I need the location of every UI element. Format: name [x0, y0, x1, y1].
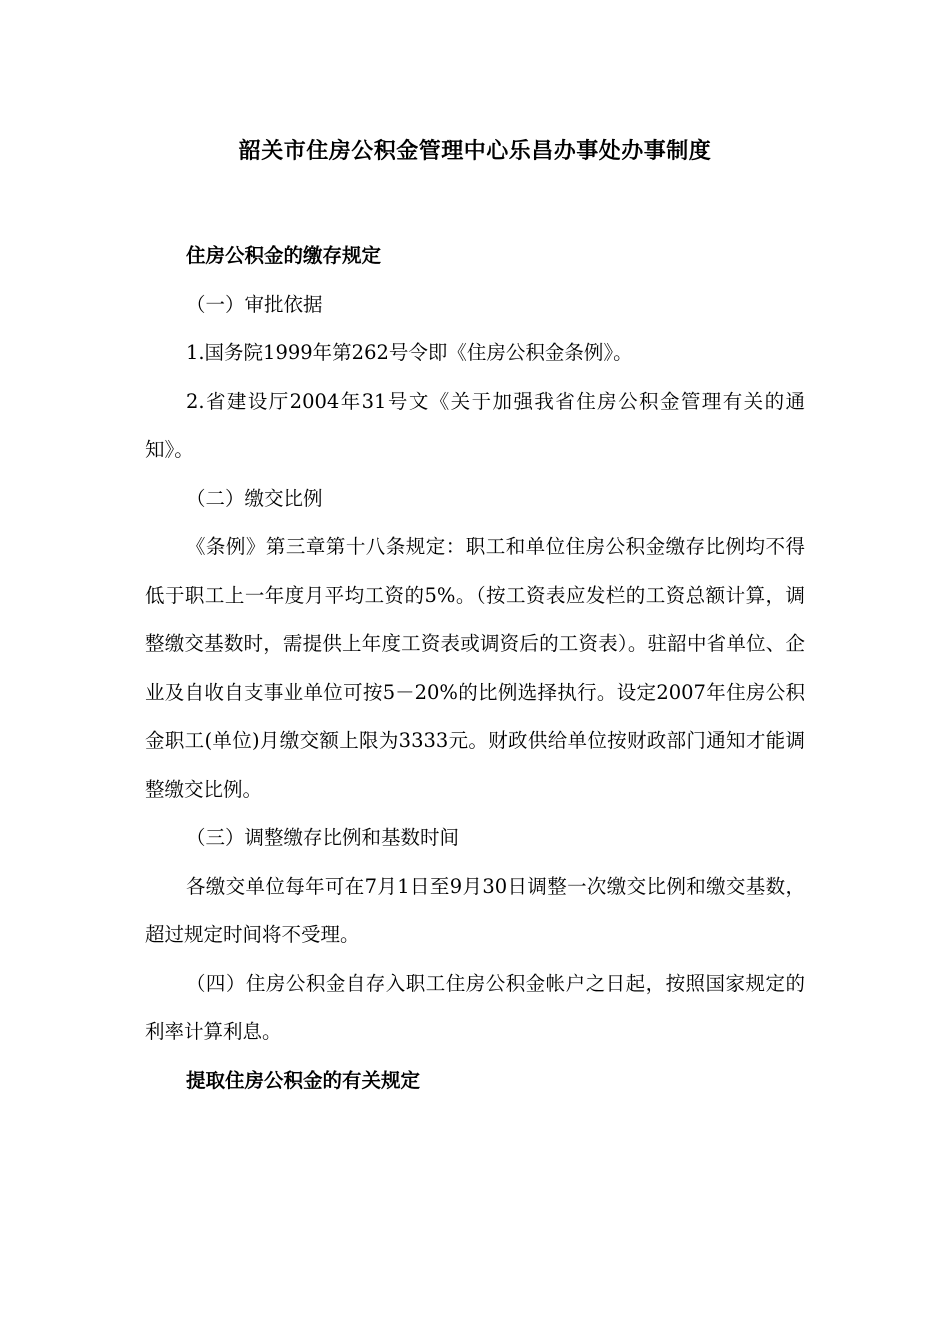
- paragraph-basis-1: 1.国务院1999年第262号令即《住房公积金条例》。: [185, 341, 633, 364]
- subsection-adjustment-time: （三）调整缴存比例和基数时间: [185, 826, 459, 849]
- document-title: 韶关市住房公积金管理中心乐昌办事处办事制度: [238, 138, 712, 164]
- section-heading-deposit: 住房公积金的缴存规定: [185, 244, 381, 267]
- paragraph-interest: （四）住房公积金自存入职工住房公积金帐户之日起，按照国家规定的利率计算利息。: [145, 971, 805, 1043]
- subsection-contribution-ratio: （二）缴交比例: [185, 486, 323, 510]
- paragraph-ratio-rules: 《条例》第三章第十八条规定：职工和单位住房公积金缴存比例均不得低于职工上一年度月平均工资的5%。（按工资表应发栏的工资总额计算，调整缴交基数时，需提供上年度工资表或调资后的工资表）。驻韶中省单位、企业及自收自支事业单位可按5－20%的比例选择执行。设定2007年住房公积金职工(单位)月缴交额上限为3333元。财政供给单位按财政部门通知才能调整缴交比例。: [145, 535, 805, 801]
- paragraph-adjustment-rules: 各缴交单位每年可在7月1日至9月30日调整一次缴交比例和缴交基数，超过规定时间将不受理。: [145, 874, 805, 946]
- subsection-approval-basis: （一）审批依据: [185, 292, 323, 316]
- document-body: [145, 232, 805, 1105]
- section-heading-withdrawal: 提取住房公积金的有关规定: [185, 1068, 420, 1092]
- paragraph-basis-2: 2.省建设厅2004年31号文《关于加强我省住房公积金管理有关的通知》。: [145, 389, 805, 461]
